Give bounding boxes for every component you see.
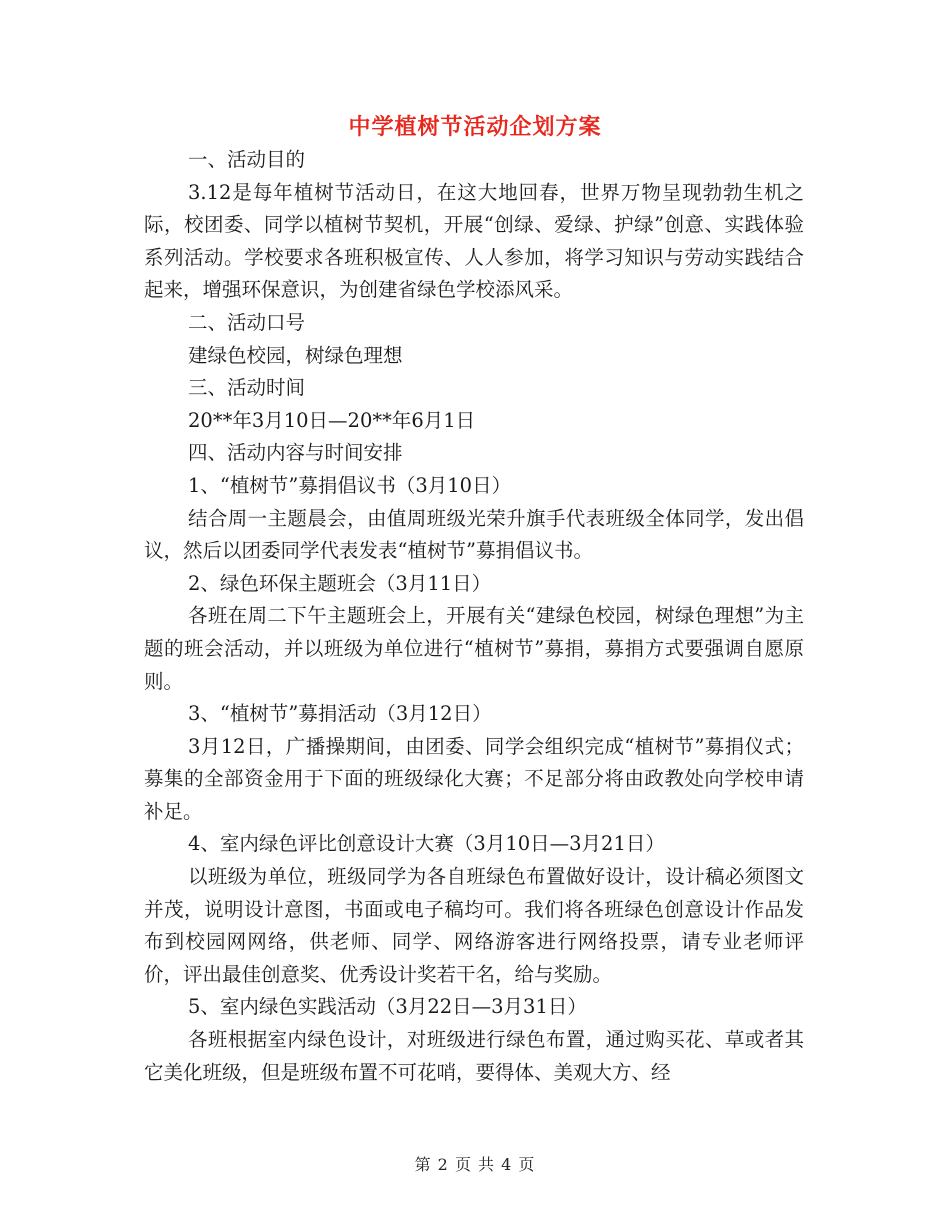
- subsection-heading: 4、室内绿色评比创意设计大赛（3月10日—3月21日）: [188, 832, 665, 856]
- paragraph: 各班在周二下午主题班会上，开展有关“建绿色校园，树绿色理想”为主题的班会活动，并以班级为单位进行“植树节”募捐，募捐方式要强调自愿原则。: [144, 604, 804, 693]
- paragraph: 3月12日，广播操期间，由团委、同学会组织完成“植树节”募捐仪式；募集的全部资金用于下面的班级绿化大赛；不足部分将由政教处向学校申请补足。: [144, 734, 804, 823]
- document-body: [144, 144, 804, 1089]
- page-footer: 第 2 页 共 4 页: [414, 1155, 536, 1174]
- paragraph: 建绿色校园，树绿色理想: [188, 343, 403, 367]
- subsection-heading: 1、“植树节”募捐倡议书（3月10日）: [188, 473, 512, 497]
- subsection-heading: 3、“植树节”募捐活动（3月12日）: [188, 702, 492, 726]
- section-heading: 四、活动内容与时间安排: [188, 441, 403, 465]
- subsection-heading: 5、室内绿色实践活动（3月22日—3月31日）: [188, 995, 587, 1019]
- paragraph: 各班根据室内绿色设计，对班级进行绿色布置，通过购买花、草或者其它美化班级，但是班级布置不可花哨，要得体、美观大方、经: [144, 1028, 804, 1084]
- section-heading: 二、活动口号: [188, 310, 306, 334]
- paragraph: 3.12是每年植树节活动日，在这大地回春，世界万物呈现勃勃生机之际，校团委、同学以植树节契机，开展“创绿、爱绿、护绿”创意、实践体验系列活动。学校要求各班积极宣传、人人参加，将学习知识与劳动实践结合起来，增强环保意识，为创建省绿色学校添风采。: [144, 180, 804, 302]
- paragraph: 结合周一主题晨会，由值周班级光荣升旗手代表班级全体同学，发出倡议，然后以团委同学代表发表“植树节”募捐倡议书。: [144, 506, 804, 563]
- section-heading: 一、活动目的: [188, 148, 306, 171]
- paragraph: 20**年3月10日—20**年6月1日: [188, 408, 476, 432]
- subsection-heading: 2、绿色环保主题班会（3月11日）: [188, 571, 492, 595]
- section-heading: 三、活动时间: [188, 376, 306, 400]
- paragraph: 以班级为单位，班级同学为各自班绿色布置做好设计，设计稿必须图文并茂，说明设计意图，书面或电子稿均可。我们将各班绿色创意设计作品发布到校园网网络，供老师、同学、网络游客进行网络投票，请专业老师评价，评出最佳创意奖、优秀设计奖若干名，给与奖励。: [144, 865, 804, 986]
- document-title: 中学植树节活动企划方案: [348, 114, 602, 140]
